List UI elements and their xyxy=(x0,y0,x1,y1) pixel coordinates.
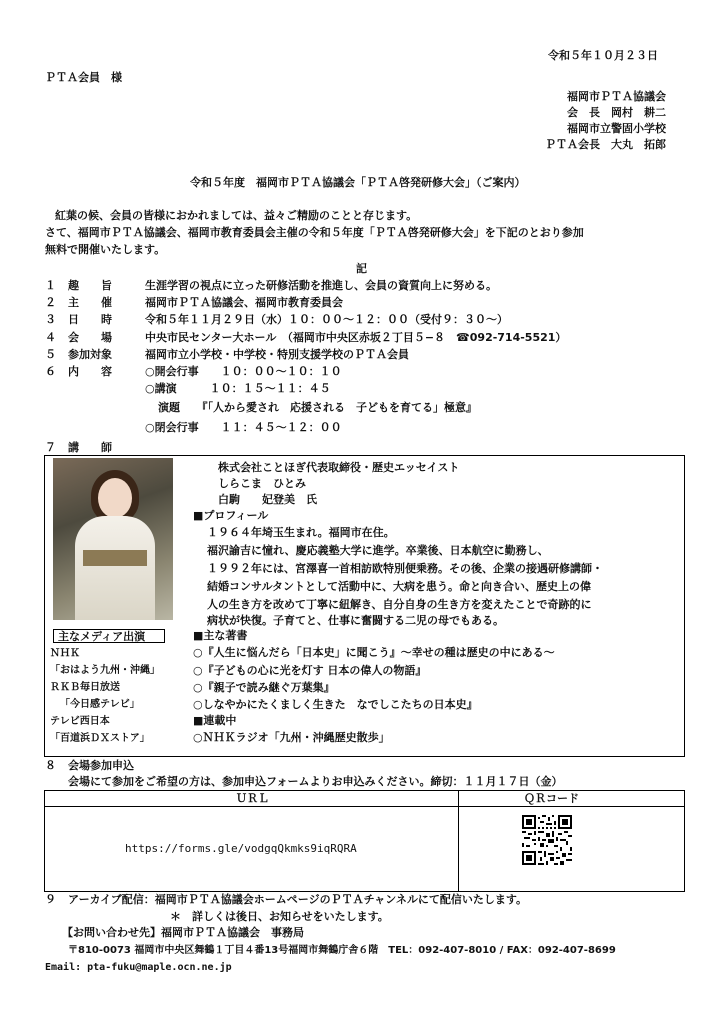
item-value: 中央市民センター大ホール （福岡市中央区赤坂２丁目５−８ ☎092-714-5521） xyxy=(145,331,567,344)
apply-heading: 会場参加申込 xyxy=(68,759,134,772)
application-form-link[interactable]: https://forms.gle/vodgqQkmks9iqRQRA xyxy=(125,842,357,855)
apply-table-header-divider xyxy=(44,806,684,807)
profile-line: １９６４年埼玉生まれ。福岡市在住。 xyxy=(207,526,395,539)
item-value: 福岡市立小学校・中学校・特別支援学校のＰＴＡ会員 xyxy=(145,348,409,361)
item-label: 講 師 xyxy=(68,441,112,454)
item-number: ９ xyxy=(45,893,56,906)
books-heading: ■主な著書 xyxy=(193,629,248,642)
intro-line-1: 紅葉の候、会員の皆様におかれましては、益々ご精励のことと存じます。 xyxy=(55,209,418,222)
book-item: ○『子どもの心に光を灯す 日本の偉人の物語』 xyxy=(193,664,427,677)
item-label: 趣 旨 xyxy=(68,279,112,292)
item-number: ２ xyxy=(45,296,56,309)
item-number: ４ xyxy=(45,331,56,344)
sender-school: 福岡市立警固小学校 xyxy=(567,122,666,135)
intro-line-2: さて、福岡市ＰＴＡ協議会、福岡市教育委員会主催の令和５年度「ＰＴＡ啓発研修大会」を下記のとおり参加 xyxy=(45,226,584,239)
media-item: テレビ西日本 xyxy=(50,716,110,727)
item-number: ６ xyxy=(45,365,56,378)
sender-org: 福岡市ＰＴＡ協議会 xyxy=(567,90,666,103)
book-item: ○しなやかにたくましく生きた なでしこたちの日本史』 xyxy=(193,698,478,711)
item-number: ７ xyxy=(45,441,56,454)
profile-line: １９９２年には、宮澤喜一首相訪欧特別便乗務。その後、企業の接遇研修講師・ xyxy=(207,562,603,575)
profile-line: 病状が快復。子育てと、仕事に奮闘する二児の母でもある。 xyxy=(207,614,504,627)
book-item: ○『人生に悩んだら「日本史」に聞こう』～幸せの種は歴史の中にある～ xyxy=(193,646,555,659)
recipient: ＰＴＡ会員 様 xyxy=(45,71,122,84)
qr-code-icon[interactable] xyxy=(522,815,572,865)
item-value: ○開会行事 １０：００～１０：１０ xyxy=(145,365,342,378)
apply-text: 会場にて参加をご希望の方は、参加申込フォームよりお申込みください。締切：１１月１７日（金） xyxy=(68,775,563,788)
contact-heading: 【お問い合わせ先】福岡市ＰＴＡ協議会 事務局 xyxy=(62,926,304,939)
item-number: ５ xyxy=(45,348,56,361)
item-label: 主 催 xyxy=(68,296,112,309)
program-closing: ○閉会行事 １１：４５～１２：００ xyxy=(145,421,342,434)
media-item: 「百道浜ＤＸストア」 xyxy=(50,733,150,744)
archive-note: ＊ 詳しくは後日、お知らせをいたします。 xyxy=(170,910,389,923)
archive-text: アーカイブ配信：福岡市ＰＴＡ協議会ホームページのＰＴＡチャンネルにて配信いたします。 xyxy=(68,893,528,906)
item-value: 福岡市ＰＴＡ協議会、福岡市教育委員会 xyxy=(145,296,343,309)
intro-line-3: 無料で開催いたします。 xyxy=(45,243,166,256)
speaker-company: 株式会社ことほぎ代表取締役・歴史エッセイスト xyxy=(218,461,460,474)
qr-column-header: ＱＲコード xyxy=(524,792,579,805)
media-item: ＮＨＫ xyxy=(50,648,80,659)
media-item: ＲＫＢ毎日放送 xyxy=(50,682,120,693)
contact-address: 〒810-0073 福岡市中央区舞鶴１丁目４番13号福岡市舞鶴庁舎６階 TEL：092-407-8010 / FAX：092-407-8699 xyxy=(68,945,616,956)
item-label: 会 場 xyxy=(68,331,112,344)
item-number: ３ xyxy=(45,313,56,326)
profile-line: 福沢諭吉に憧れ、慶応義塾大学に進学。卒業後、日本航空に勤務し、 xyxy=(207,544,549,557)
profile-line: 結婚コンサルタントとして活動中に、大病を患う。命と向き合い、歴史上の偉 xyxy=(207,580,592,593)
program-lecture-title: 演題 『「人から愛され 応援される 子どもを育てる」極意』 xyxy=(158,401,477,414)
item-value: 生涯学習の視点に立った研修活動を推進し、会員の資質向上に努める。 xyxy=(145,279,497,292)
media-item: 「今日感テレビ」 xyxy=(60,699,140,710)
media-heading: 主なメディア出演 xyxy=(53,629,165,643)
sender-president: 会 長 岡村 耕二 xyxy=(567,106,666,119)
media-item: 「おはよう九州・沖縄」 xyxy=(50,665,160,676)
speaker-kana: しらこま ひとみ xyxy=(218,477,306,490)
item-number: １ xyxy=(45,279,56,292)
item-label: 参加対象 xyxy=(68,348,112,361)
item-value: 令和５年１１月２９日（水）１０：００～１２：００（受付９：３０～） xyxy=(145,313,508,326)
date: 令和５年１０月２３日 xyxy=(548,49,658,62)
serial-heading: ■連載中 xyxy=(193,714,237,727)
item-number: ８ xyxy=(45,759,56,772)
ki-heading: 記 xyxy=(356,262,367,275)
profile-heading: ■プロフィール xyxy=(193,509,269,522)
book-item: ○『親子で読み継ぐ万葉集』 xyxy=(193,681,335,694)
serial-item: ○ＮＨＫラジオ「九州・沖縄歴史散歩」 xyxy=(193,731,390,744)
speaker-photo xyxy=(53,458,173,620)
apply-table-column-divider xyxy=(458,790,459,891)
sender-pta-chair: ＰＴＡ会長 大丸 拓郎 xyxy=(545,138,666,151)
document-title: 令和５年度 福岡市ＰＴＡ協議会「ＰＴＡ啓発研修大会」（ご案内） xyxy=(190,176,526,189)
url-column-header: ＵＲＬ xyxy=(236,792,269,805)
item-label: 内 容 xyxy=(68,365,112,378)
program-lecture: ○講演 １０：１５～１１：４５ xyxy=(145,382,331,395)
contact-email[interactable]: Email: pta-fuku@maple.ocn.ne.jp xyxy=(45,962,232,973)
profile-line: 人の生き方を改めて丁寧に紐解き、自分自身の生き方を変えたことで奇跡的に xyxy=(207,598,592,611)
speaker-name: 白駒 妃登美 氏 xyxy=(218,493,317,506)
item-label: 日 時 xyxy=(68,313,112,326)
